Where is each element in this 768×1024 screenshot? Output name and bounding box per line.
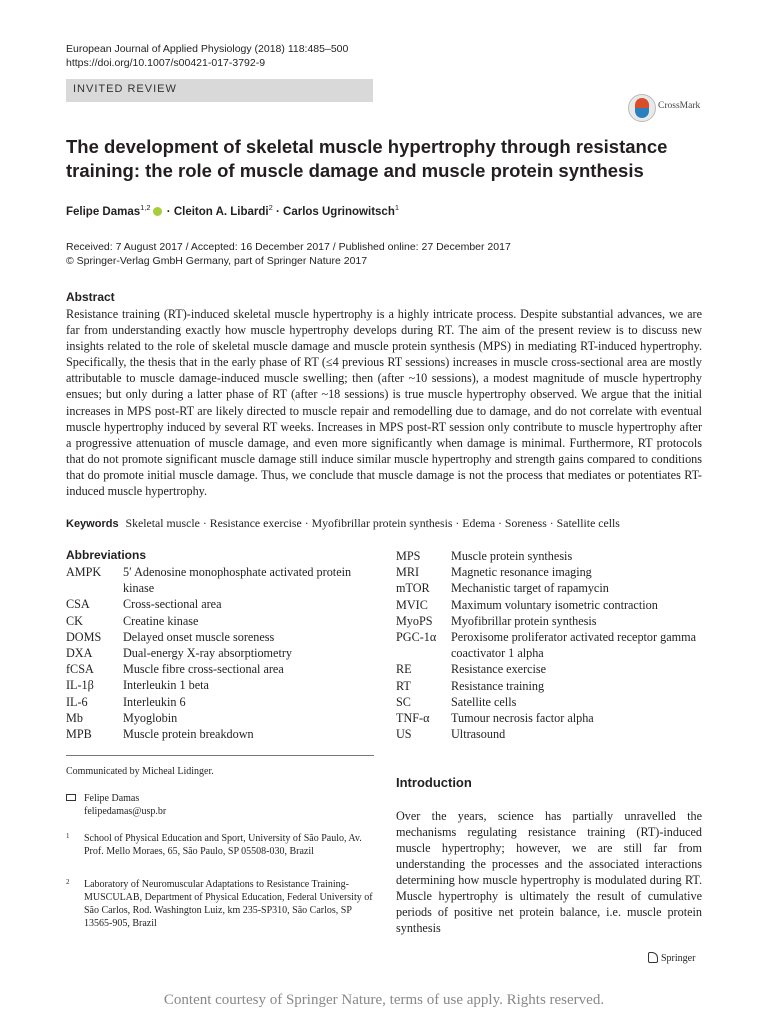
abbreviation-row xyxy=(396,548,716,564)
abbreviation-code: SC xyxy=(396,694,411,709)
abbreviation-code: MRI xyxy=(396,565,420,580)
abbreviation-row xyxy=(396,564,716,580)
communicated-by: Communicated by Micheal Lidinger. xyxy=(66,766,214,777)
abbreviation-code: RT xyxy=(396,678,411,693)
keywords-label: Keywords xyxy=(66,518,119,530)
abbreviation-definition: Resistance exercise xyxy=(451,662,547,677)
article-type-label: INVITED REVIEW xyxy=(73,83,177,95)
abbreviation-code: US xyxy=(396,727,412,742)
abbreviation-row xyxy=(66,645,376,661)
author-affiliation-mark: 2 xyxy=(268,203,273,212)
abbreviation-row xyxy=(396,597,716,613)
affiliation-text: School of Physical Education and Sport, University of São Paulo, Av. Prof. Mello Moraes, 65, São Paulo, SP 05508-030, Brazil xyxy=(84,833,362,857)
author-name: Cleiton A. Libardi xyxy=(173,205,269,218)
abbreviation-definition: Interleukin 1 beta xyxy=(123,678,209,693)
abbreviation-code: DXA xyxy=(66,646,93,661)
abbreviation-row xyxy=(66,596,376,612)
publisher-name: Springer xyxy=(661,953,696,964)
affiliation-number: 2 xyxy=(66,878,70,886)
abbreviation-definition: Cross-sectional area xyxy=(123,597,222,612)
abbreviation-code: CK xyxy=(66,613,83,628)
crossmark-label: CrossMark xyxy=(658,101,701,111)
abbreviation-code: MVIC xyxy=(396,597,428,612)
doi-link[interactable]: https://doi.org/10.1007/s00421-017-3792-9 xyxy=(66,57,266,69)
crossmark-badge[interactable] xyxy=(628,92,728,126)
abbreviation-row xyxy=(66,564,376,596)
crossmark-icon xyxy=(628,94,656,122)
corresponding-author-name: Felipe Damas xyxy=(84,793,140,804)
author-name: Carlos Ugrinowitsch xyxy=(283,205,395,218)
abbreviation-row xyxy=(396,694,716,710)
abbreviation-row xyxy=(396,710,716,726)
abbreviation-definition: Delayed onset muscle soreness xyxy=(123,629,275,644)
abbreviation-row xyxy=(66,726,376,742)
abbreviation-code: mTOR xyxy=(396,581,430,596)
abbreviation-row xyxy=(396,726,716,742)
abbreviation-definition: Muscle protein synthesis xyxy=(451,549,573,563)
abbreviation-definition: Magnetic resonance imaging xyxy=(451,565,592,580)
keywords-text: Skeletal muscle · Resistance exercise · Myofibrillar protein synthesis · Edema · Soreness · Satellite cells xyxy=(125,516,620,530)
corresponding-author-email[interactable]: felipedamas@usp.br xyxy=(84,806,167,817)
author-affiliation-mark: 1 xyxy=(394,203,400,212)
journal-citation: European Journal of Applied Physiology (2018) 118:485–500 xyxy=(66,43,349,55)
abbreviation-code: fCSA xyxy=(66,662,94,677)
copyright-line: © Springer-Verlag GmbH Germany, part of Springer Nature 2017 xyxy=(66,255,368,267)
abbreviation-code: IL-1β xyxy=(66,678,94,693)
abbreviation-code: IL-6 xyxy=(66,694,88,709)
abbreviation-code: CSA xyxy=(66,597,90,612)
author-name: Felipe Damas xyxy=(66,205,141,218)
abbreviations-list-left xyxy=(66,564,376,742)
abbreviation-row xyxy=(66,677,376,693)
abbreviation-definition: Peroxisome proliferator activated receptor gamma coactivator 1 alpha xyxy=(451,630,696,661)
abbreviation-code: MyoPS xyxy=(396,613,433,628)
abbreviation-code: Mb xyxy=(66,710,83,725)
keywords xyxy=(66,516,716,531)
abbreviation-code: MPS xyxy=(396,549,421,563)
abbreviation-code: PGC-1α xyxy=(396,630,437,645)
abbreviation-row xyxy=(396,580,716,596)
publisher-logo xyxy=(648,952,695,964)
author-list: Felipe Damas$^{1,2}$ · Cleiton A. Libardi$^2$ · Carlos Ugrinowitsch$^1$ xyxy=(66,203,400,218)
abbreviation-definition: 5′ Adenosine monophosphate activated protein kinase xyxy=(123,565,352,596)
abbreviation-code: RE xyxy=(396,662,412,677)
article-title: The development of skeletal muscle hypertrophy through resistance training: the role of muscle damage and muscle protein synthesis xyxy=(66,136,668,181)
abbreviation-code: AMPK xyxy=(66,565,102,579)
envelope-icon xyxy=(66,794,76,801)
abbreviation-row xyxy=(66,694,376,710)
footnote-divider xyxy=(66,755,374,756)
abbreviation-definition: Tumour necrosis factor alpha xyxy=(451,711,594,726)
abbreviation-row xyxy=(66,661,376,677)
affiliation-number: 1 xyxy=(66,832,70,840)
introduction-heading: Introduction xyxy=(396,775,472,790)
orcid-icon[interactable] xyxy=(153,207,162,216)
introduction-text: Over the years, science has partially unravelled the mechanisms regulating resistance training (RT)-induced muscle hypertrophy; however, we are still far from understanding the processes and the associated interactions determining how muscle hypertrophy is modulated during RT. Muscle hypertrophy is ultimately the result of cumulative periods of positive net protein balance, i.e. muscle protein synthesis xyxy=(396,809,702,935)
publication-dates xyxy=(66,240,511,268)
abbreviation-row xyxy=(66,613,376,629)
abbreviation-definition: Ultrasound xyxy=(451,727,506,742)
abbreviation-definition: Myofibrillar protein synthesis xyxy=(451,613,597,628)
abbreviation-code: MPB xyxy=(66,727,92,742)
abbreviation-definition: Dual-energy X-ray absorptiometry xyxy=(123,646,292,661)
abbreviation-definition: Mechanistic target of rapamycin xyxy=(451,581,609,596)
abbreviation-row xyxy=(396,613,716,629)
abstract-text: Resistance training (RT)-induced skeletal muscle hypertrophy is a highly intricate process. Despite substantial advances, we are far from understanding exactly how muscle hypertrophy develops during RT. The aim of the present review is to discuss new insights related to the role of skeletal muscle damage and muscle protein synthesis (MPS) in mediating RT-induced hypertrophy. Specifically, the thesis that in the early phase of RT (≤4 previous RT sessions) increases in muscle cross-sectional area are mostly attributable to muscle damage-induced muscle swelling; then (after ~10 sessions), a modest magnitude of muscle hypertrophy ensues; but only during a latter phase of RT (after ~18 sessions) is true muscle hypertrophy observed. We argue that the initial increases in MPS post-RT are likely directed to muscle repair and remodelling due to damage, and do not correlate with eventual muscle hypertrophy induced by several RT weeks. Increases in MPS post-RT session only contribute to muscle hypertrophy after a progressive attenuation of muscle damage, and even more significantly when damage is minimal. Furthermore, RT protocols that do not promote significant muscle damage still induce similar muscle hypertrophy and strength gains compared to conditions that do promote initial muscle damage. Thus, we conclude that muscle damage is not the process that mediates or potentiates RT-induced muscle hypertrophy. xyxy=(66,307,702,499)
abbreviation-definition: Interleukin 6 xyxy=(123,694,186,709)
article-type-banner xyxy=(66,79,373,102)
abbreviation-code: DOMS xyxy=(66,629,102,644)
abbreviation-definition: Maximum voluntary isometric contraction xyxy=(451,597,658,612)
abbreviation-definition: Myoglobin xyxy=(123,710,178,725)
affiliation-text: Laboratory of Neuromuscular Adaptations to Resistance Training-MUSCULAB, Department of Physical Education, Federal University of São Carlos, Rod. Washington Luiz, km 235-SP310, São Carlos, SP 13565-905, Brazil xyxy=(84,879,373,929)
abbreviation-definition: Muscle protein breakdown xyxy=(123,727,254,742)
abbreviation-row xyxy=(396,678,716,694)
abbreviation-row xyxy=(396,629,716,661)
abbreviations-list-right xyxy=(396,548,716,742)
abbreviation-definition: Satellite cells xyxy=(451,694,517,709)
abstract-heading: Abstract xyxy=(66,290,115,304)
springer-horse-icon xyxy=(648,952,658,963)
abbreviation-row xyxy=(396,661,716,677)
abbreviation-definition: Creatine kinase xyxy=(123,613,199,628)
abbreviations-heading: Abbreviations xyxy=(66,548,147,562)
publication-history: Received: 7 August 2017 / Accepted: 16 December 2017 / Published online: 27 December 2017 xyxy=(66,241,511,253)
journal-header xyxy=(66,42,348,70)
footer-notice: Content courtesy of Springer Nature, terms of use apply. Rights reserved. xyxy=(163,992,605,1008)
abbreviation-row xyxy=(66,629,376,645)
abbreviation-code: TNF-α xyxy=(396,711,430,726)
author-affiliation-mark: 1,2 xyxy=(140,203,151,212)
abbreviation-definition: Muscle fibre cross-sectional area xyxy=(123,662,284,677)
abbreviation-definition: Resistance training xyxy=(451,678,545,693)
abbreviation-row xyxy=(66,710,376,726)
